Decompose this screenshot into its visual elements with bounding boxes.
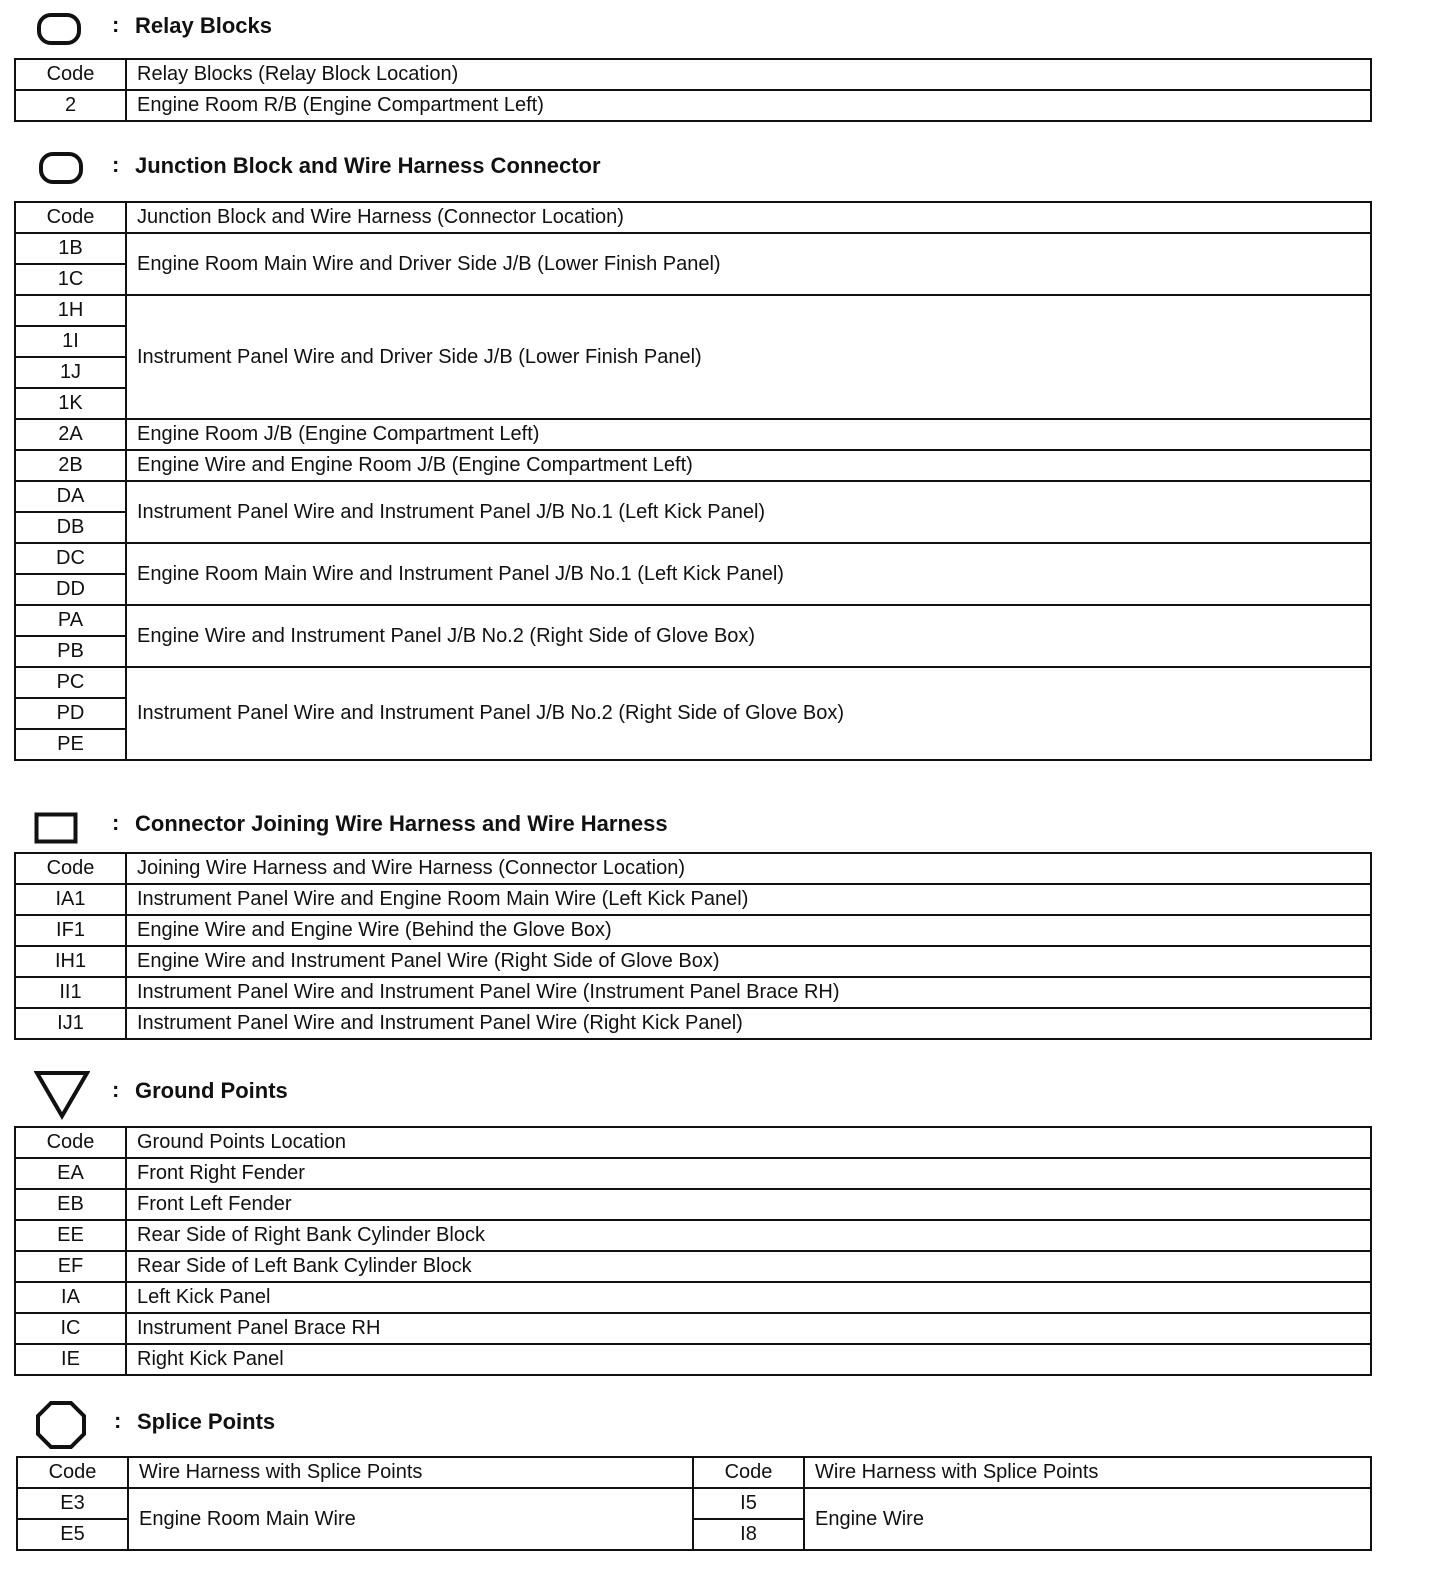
table-row (15, 481, 1371, 512)
row-desc: Engine Wire (804, 1488, 1371, 1550)
row-code: IF1 (15, 915, 126, 946)
header-desc: Relay Blocks (Relay Block Location) (126, 59, 1371, 90)
table-row (15, 1251, 1371, 1282)
row-code: PB (15, 636, 126, 667)
row-code: IE (15, 1344, 126, 1375)
row-code: IA (15, 1282, 126, 1313)
row-desc: Engine Wire and Engine Wire (Behind the Glove Box) (126, 915, 1371, 946)
header-code-right: Code (693, 1457, 804, 1488)
table-row (15, 1189, 1371, 1220)
row-desc: Instrument Panel Wire and Instrument Panel J/B No.1 (Left Kick Panel) (126, 481, 1371, 543)
row-code: PE (15, 729, 126, 760)
header-code: Code (15, 853, 126, 884)
row-code: E5 (17, 1519, 128, 1550)
row-code: DB (15, 512, 126, 543)
relay-title: Relay Blocks (135, 13, 272, 38)
table-header-row (15, 59, 1371, 90)
octagon-icon (35, 1400, 87, 1455)
row-code: DD (15, 574, 126, 605)
header-code: Code (15, 59, 126, 90)
table-row (15, 977, 1371, 1008)
splice-table (16, 1456, 1372, 1551)
table-row (15, 90, 1371, 121)
header-code: Code (15, 202, 126, 233)
header-desc: Joining Wire Harness and Wire Harness (Connector Location) (126, 853, 1371, 884)
table-row (15, 1158, 1371, 1189)
table-row (17, 1488, 1371, 1519)
header-desc-left: Wire Harness with Splice Points (128, 1457, 693, 1488)
table-row (15, 233, 1371, 264)
connector-title: Connector Joining Wire Harness and Wire Harness (135, 811, 668, 836)
table-row (15, 884, 1371, 915)
ground-title: Ground Points (135, 1078, 288, 1103)
connector-table (14, 852, 1372, 1040)
row-desc: Rear Side of Left Bank Cylinder Block (126, 1251, 1371, 1282)
row-desc: Instrument Panel Wire and Instrument Panel J/B No.2 (Right Side of Glove Box) (126, 667, 1371, 760)
row-code: I5 (693, 1488, 804, 1519)
row-desc: Instrument Panel Wire and Instrument Panel Wire (Instrument Panel Brace RH) (126, 977, 1371, 1008)
row-desc: Engine Room Main Wire and Driver Side J/B (Lower Finish Panel) (126, 233, 1371, 295)
header-code: Code (15, 1127, 126, 1158)
table-row (15, 1008, 1371, 1039)
table-row (15, 946, 1371, 977)
header-desc-right: Wire Harness with Splice Points (804, 1457, 1371, 1488)
splice-colon: : (114, 1408, 122, 1433)
row-code: 2B (15, 450, 126, 481)
row-desc: Instrument Panel Wire and Engine Room Main Wire (Left Kick Panel) (126, 884, 1371, 915)
row-code: IJ1 (15, 1008, 126, 1039)
relay-colon: : (112, 12, 120, 37)
junction-table (14, 201, 1372, 761)
table-row (15, 450, 1371, 481)
table-row (15, 419, 1371, 450)
table-header-row (17, 1457, 1371, 1488)
row-code: E3 (17, 1488, 128, 1519)
row-desc: Engine Room Main Wire (128, 1488, 693, 1550)
row-code: 1C (15, 264, 126, 295)
table-row (15, 915, 1371, 946)
row-desc: Instrument Panel Brace RH (126, 1313, 1371, 1344)
table-header-row (15, 202, 1371, 233)
row-code: 1H (15, 295, 126, 326)
row-code: IA1 (15, 884, 126, 915)
table-row (15, 1344, 1371, 1375)
row-desc: Engine Room Main Wire and Instrument Panel J/B No.1 (Left Kick Panel) (126, 543, 1371, 605)
junction-title: Junction Block and Wire Harness Connector (135, 153, 601, 178)
row-code: EB (15, 1189, 126, 1220)
table-header-row (15, 853, 1371, 884)
row-code: 1I (15, 326, 126, 357)
row-code: PD (15, 698, 126, 729)
row-desc: Instrument Panel Wire and Driver Side J/B (Lower Finish Panel) (126, 295, 1371, 419)
row-code: EA (15, 1158, 126, 1189)
table-row (15, 605, 1371, 636)
row-code: EF (15, 1251, 126, 1282)
inverted-triangle-icon (34, 1070, 90, 1125)
relay-table (14, 58, 1372, 122)
table-header-row (15, 1127, 1371, 1158)
row-desc: Engine Wire and Engine Room J/B (Engine Compartment Left) (126, 450, 1371, 481)
row-code: 2A (15, 419, 126, 450)
square-icon (34, 812, 78, 849)
row-code: 2 (15, 90, 126, 121)
row-code: PA (15, 605, 126, 636)
header-desc: Junction Block and Wire Harness (Connector Location) (126, 202, 1371, 233)
connector-colon: : (112, 810, 120, 835)
row-desc: Right Kick Panel (126, 1344, 1371, 1375)
junction-colon: : (112, 152, 120, 177)
row-code: IH1 (15, 946, 126, 977)
row-code: I8 (693, 1519, 804, 1550)
rounded-rect-icon (36, 12, 82, 51)
row-code: II1 (15, 977, 126, 1008)
row-desc: Engine Wire and Instrument Panel J/B No.2 (Right Side of Glove Box) (126, 605, 1371, 667)
row-code: 1J (15, 357, 126, 388)
table-row (15, 667, 1371, 698)
row-code: 1K (15, 388, 126, 419)
splice-title: Splice Points (137, 1409, 276, 1434)
row-code: PC (15, 667, 126, 698)
table-row (15, 1282, 1371, 1313)
table-row (15, 543, 1371, 574)
row-desc: Front Right Fender (126, 1158, 1371, 1189)
row-desc: Engine Room J/B (Engine Compartment Left) (126, 419, 1371, 450)
row-code: DC (15, 543, 126, 574)
row-desc: Engine Room R/B (Engine Compartment Left) (126, 90, 1371, 121)
row-code: IC (15, 1313, 126, 1344)
row-desc: Left Kick Panel (126, 1282, 1371, 1313)
ground-table (14, 1126, 1372, 1376)
row-code: DA (15, 481, 126, 512)
header-code-left: Code (17, 1457, 128, 1488)
header-desc: Ground Points Location (126, 1127, 1371, 1158)
row-desc: Instrument Panel Wire and Instrument Panel Wire (Right Kick Panel) (126, 1008, 1371, 1039)
row-code: EE (15, 1220, 126, 1251)
row-desc: Rear Side of Right Bank Cylinder Block (126, 1220, 1371, 1251)
table-row (15, 1313, 1371, 1344)
rounded-rect-icon (38, 151, 84, 190)
row-desc: Engine Wire and Instrument Panel Wire (Right Side of Glove Box) (126, 946, 1371, 977)
table-row (15, 1220, 1371, 1251)
table-row (15, 295, 1371, 326)
row-code: 1B (15, 233, 126, 264)
ground-colon: : (112, 1077, 120, 1102)
row-desc: Front Left Fender (126, 1189, 1371, 1220)
